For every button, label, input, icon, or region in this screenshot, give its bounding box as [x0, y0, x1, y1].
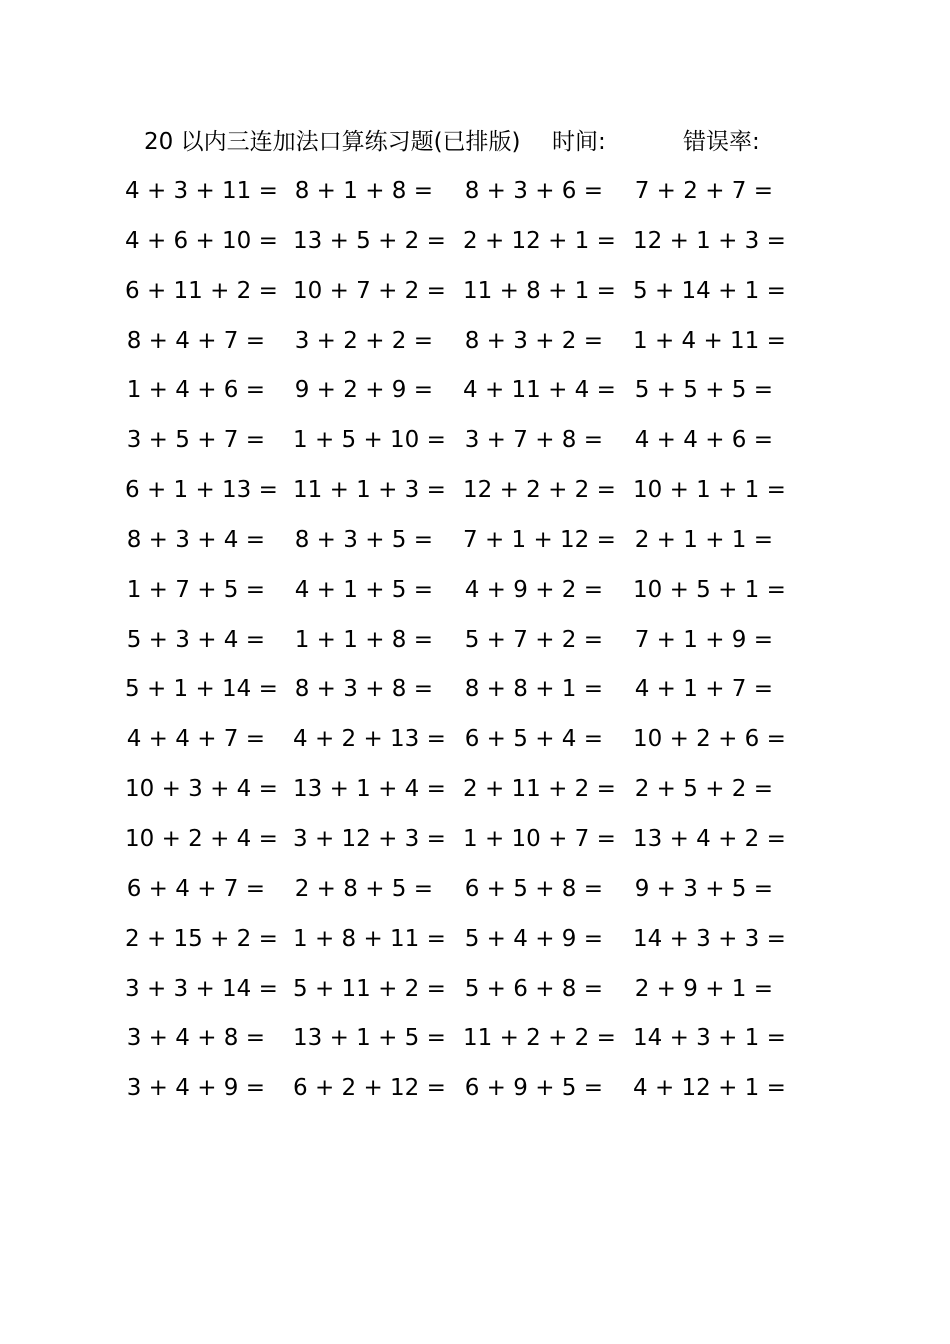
problem-row: [0, 174, 950, 224]
problem-row: [0, 972, 950, 1022]
problem-row: [0, 324, 950, 374]
problem: 7 + 1 + 9 =: [634, 626, 773, 653]
problem: 4 + 1 + 5 =: [294, 576, 433, 603]
problem: 4 + 11 + 4 =: [463, 377, 616, 404]
error-rate-label: 错误率:: [683, 129, 760, 155]
problem: 4 + 12 + 1 =: [633, 1075, 786, 1102]
problem: 6 + 2 + 12 =: [293, 1075, 446, 1102]
problem: 8 + 3 + 8 =: [294, 676, 433, 703]
problem: 3 + 7 + 8 =: [464, 427, 603, 454]
problem: 8 + 3 + 4 =: [126, 526, 265, 553]
problem: 11 + 2 + 2 =: [463, 1025, 616, 1052]
problem: 12 + 2 + 2 =: [463, 477, 616, 504]
problem: 8 + 3 + 2 =: [464, 327, 603, 354]
problem: 5 + 1 + 14 =: [125, 676, 278, 703]
problem: 2 + 8 + 5 =: [294, 875, 433, 902]
problem-row: [0, 623, 950, 673]
problem-row: [0, 1071, 950, 1121]
problem: 3 + 2 + 2 =: [294, 327, 433, 354]
problem: 5 + 6 + 8 =: [464, 975, 603, 1002]
problem: 4 + 6 + 10 =: [125, 227, 278, 254]
problem: 6 + 4 + 7 =: [126, 875, 265, 902]
problem-row: [0, 872, 950, 922]
problem: 5 + 14 + 1 =: [633, 277, 786, 304]
problem: 1 + 4 + 11 =: [633, 327, 786, 354]
problem: 10 + 2 + 6 =: [633, 726, 786, 753]
problem-row: [0, 224, 950, 274]
problem: 11 + 1 + 3 =: [293, 477, 446, 504]
problem: 9 + 3 + 5 =: [634, 875, 773, 902]
problem-row: [0, 373, 950, 423]
problem: 1 + 8 + 11 =: [293, 925, 446, 952]
problem: 3 + 5 + 7 =: [126, 427, 265, 454]
problem: 10 + 1 + 1 =: [633, 477, 786, 504]
problem: 6 + 5 + 4 =: [464, 726, 603, 753]
problem: 2 + 5 + 2 =: [634, 776, 773, 803]
problem: 6 + 9 + 5 =: [464, 1075, 603, 1102]
problem: 13 + 1 + 4 =: [293, 776, 446, 803]
problem-row: [0, 772, 950, 822]
problem: 10 + 3 + 4 =: [125, 776, 278, 803]
problem: 13 + 1 + 5 =: [293, 1025, 446, 1052]
worksheet-header: [0, 124, 950, 160]
problem: 9 + 2 + 9 =: [294, 377, 433, 404]
problem: 2 + 11 + 2 =: [463, 776, 616, 803]
problem: 10 + 5 + 1 =: [633, 576, 786, 603]
problem: 2 + 12 + 1 =: [463, 227, 616, 254]
problem: 3 + 12 + 3 =: [293, 825, 446, 852]
problem: 3 + 4 + 9 =: [126, 1075, 265, 1102]
problem-row: [0, 672, 950, 722]
problem: 3 + 4 + 8 =: [126, 1025, 265, 1052]
problem: 5 + 7 + 2 =: [464, 626, 603, 653]
problem: 4 + 1 + 7 =: [634, 676, 773, 703]
problem: 6 + 1 + 13 =: [125, 477, 278, 504]
problem-row: [0, 722, 950, 772]
problem: 10 + 2 + 4 =: [125, 825, 278, 852]
problem: 13 + 5 + 2 =: [293, 227, 446, 254]
problem: 6 + 11 + 2 =: [125, 277, 278, 304]
problem: 2 + 9 + 1 =: [634, 975, 773, 1002]
problem-row: [0, 1021, 950, 1071]
problem: 1 + 1 + 8 =: [294, 626, 433, 653]
problem: 4 + 4 + 7 =: [126, 726, 265, 753]
problem-row: [0, 523, 950, 573]
problem: 5 + 3 + 4 =: [126, 626, 265, 653]
problem: 8 + 3 + 6 =: [464, 178, 603, 204]
problem: 5 + 11 + 2 =: [293, 975, 446, 1002]
problem: 8 + 4 + 7 =: [126, 327, 265, 354]
problem: 8 + 8 + 1 =: [464, 676, 603, 703]
problem: 7 + 1 + 12 =: [463, 526, 616, 553]
problem: 2 + 15 + 2 =: [125, 925, 278, 952]
problem: 1 + 7 + 5 =: [126, 576, 265, 603]
problem: 4 + 4 + 6 =: [634, 427, 773, 454]
problem: 4 + 2 + 13 =: [293, 726, 446, 753]
problem-row: [0, 573, 950, 623]
problem-row: [0, 274, 950, 324]
problem: 1 + 4 + 6 =: [126, 377, 265, 404]
problem: 7 + 2 + 7 =: [634, 178, 773, 204]
problem: 5 + 4 + 9 =: [464, 925, 603, 952]
problem: 10 + 7 + 2 =: [293, 277, 446, 304]
problem: 11 + 8 + 1 =: [463, 277, 616, 304]
problem: 14 + 3 + 1 =: [633, 1025, 786, 1052]
problem: 2 + 1 + 1 =: [634, 526, 773, 553]
problem-row: [0, 922, 950, 972]
problem-row: [0, 423, 950, 473]
problem: 4 + 3 + 11 =: [125, 178, 278, 204]
problem: 1 + 5 + 10 =: [293, 427, 446, 454]
problem: 5 + 5 + 5 =: [634, 377, 773, 404]
problem: 4 + 9 + 2 =: [464, 576, 603, 603]
problem-row: [0, 822, 950, 872]
problem: 8 + 3 + 5 =: [294, 526, 433, 553]
problem-row: [0, 473, 950, 523]
problem: 1 + 10 + 7 =: [463, 825, 616, 852]
problem-grid: [0, 174, 950, 1121]
problem: 3 + 3 + 14 =: [125, 975, 278, 1002]
worksheet-title: 20 以内三连加法口算练习题(已排版): [144, 129, 521, 155]
time-label: 时间:: [552, 129, 606, 155]
problem: 12 + 1 + 3 =: [633, 227, 786, 254]
problem: 13 + 4 + 2 =: [633, 825, 786, 852]
problem: 6 + 5 + 8 =: [464, 875, 603, 902]
problem: 8 + 1 + 8 =: [294, 178, 433, 204]
problem: 14 + 3 + 3 =: [633, 925, 786, 952]
